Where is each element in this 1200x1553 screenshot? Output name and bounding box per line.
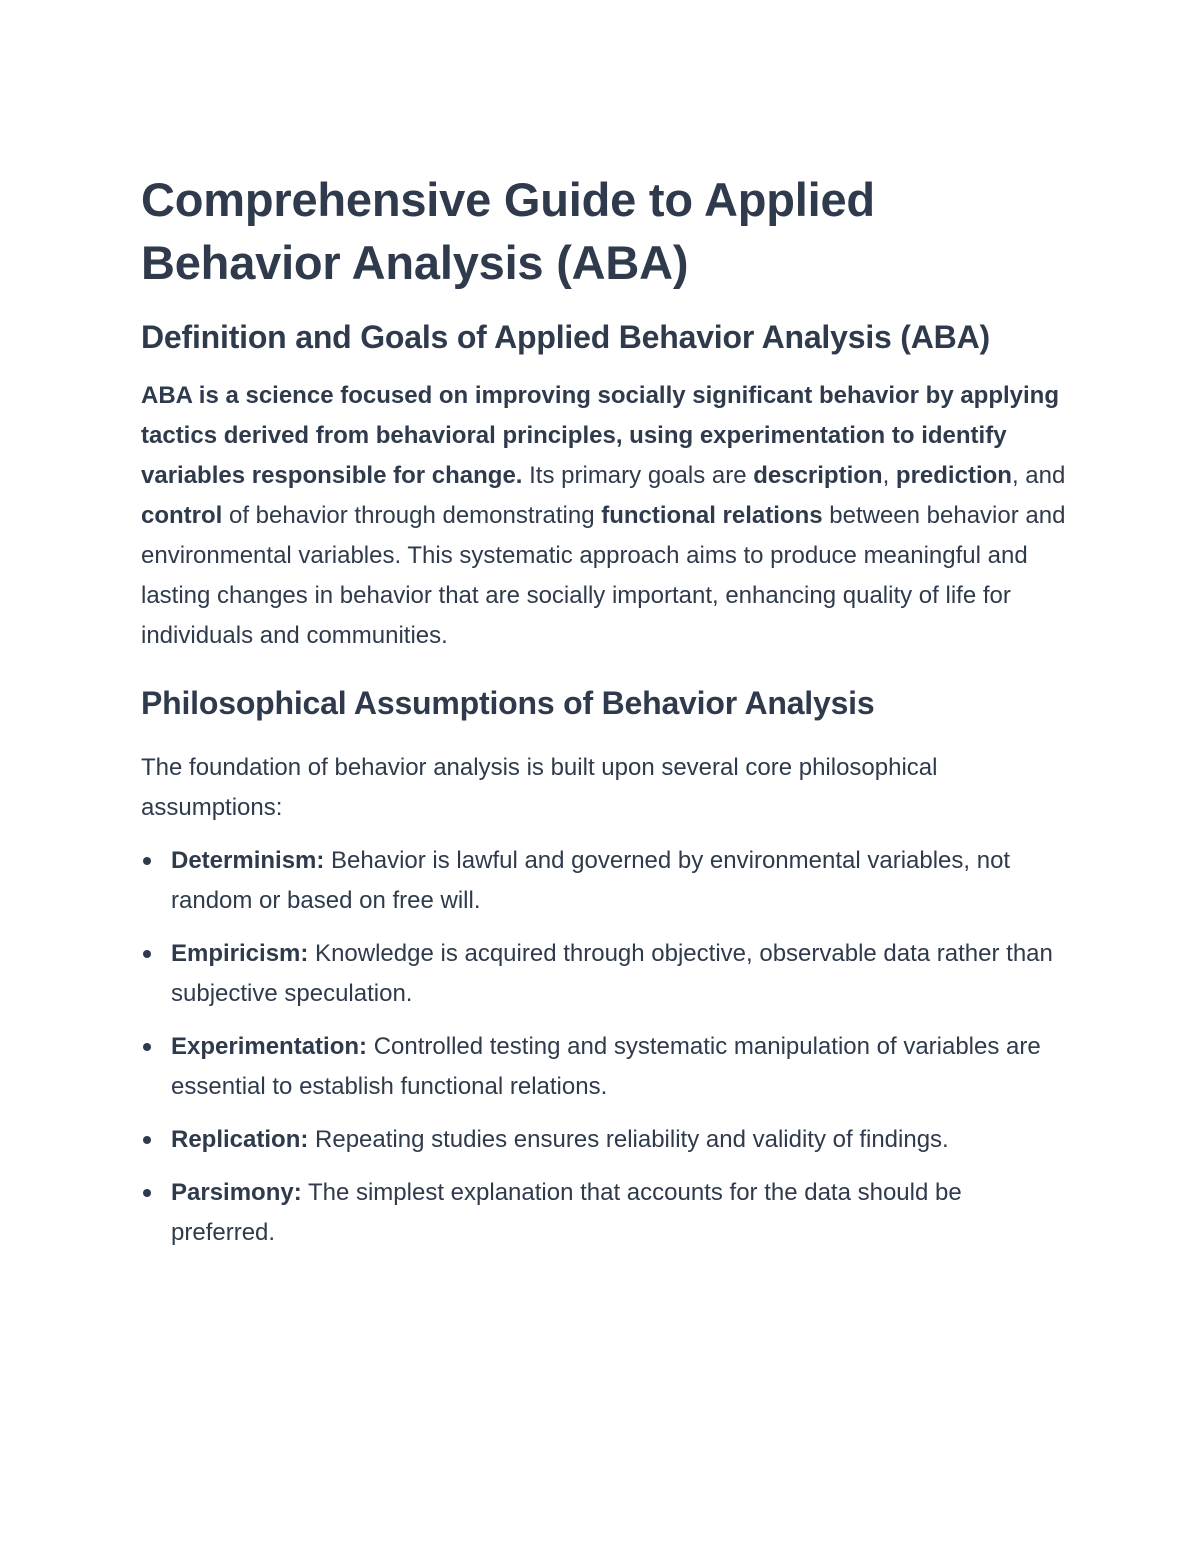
- list-item-text: The simplest explanation that accounts for the data should be preferred.: [171, 1179, 962, 1246]
- list-item: [141, 1173, 1066, 1253]
- list-item: [141, 1027, 1066, 1107]
- definition-paragraph: [141, 376, 1066, 656]
- list-item-text: Repeating studies ensures reliability and validity of findings.: [308, 1126, 949, 1153]
- definition-text: between behavior and environmental variables. This systematic approach aims to produce meaningful and lasting changes in behavior that are socially important, enhancing quality of life for individuals and communities.: [141, 502, 1066, 649]
- list-item-term: Replication:: [171, 1126, 309, 1153]
- document-page: [141, 168, 1066, 1266]
- definition-text: Its primary goals are: [522, 462, 754, 489]
- list-item-term: Empiricism:: [171, 940, 309, 967]
- list-item-term: Determinism:: [171, 847, 325, 874]
- bullet-icon: [143, 1136, 151, 1144]
- list-item-text: Controlled testing and systematic manipulation of variables are essential to establish functional relations.: [171, 1033, 1041, 1100]
- definition-bold-term: functional relations: [601, 502, 823, 529]
- definition-text: , and: [1011, 462, 1066, 489]
- definition-bold-term: prediction: [895, 462, 1012, 489]
- bullet-icon: [143, 1043, 151, 1051]
- list-item: [141, 934, 1066, 1014]
- list-item-text: Knowledge is acquired through objective, observable data rather than subjective speculation.: [171, 940, 1053, 1007]
- definition-text: ,: [882, 462, 896, 489]
- list-item-text: Behavior is lawful and governed by environmental variables, not random or based on free will.: [171, 847, 1011, 914]
- bullet-icon: [143, 857, 151, 865]
- section-heading-philosophical: Philosophical Assumptions of Behavior Analysis: [141, 685, 875, 721]
- bullet-icon: [143, 950, 151, 958]
- definition-bold-term: control: [141, 502, 223, 529]
- definition-bold-lead: ABA is a science focused on improving socially significant behavior by applying tactics derived from behavioral principles, using experimentation to identify variables responsible for change.: [141, 382, 1059, 489]
- list-item-term: Parsimony:: [171, 1179, 302, 1206]
- philosophical-intro: The foundation of behavior analysis is built upon several core philosophical assumptions:: [141, 754, 938, 821]
- bullet-icon: [143, 1189, 151, 1197]
- assumptions-list: [141, 841, 1066, 1253]
- definition-text: of behavior through demonstrating: [222, 502, 602, 529]
- section-heading-definition: Definition and Goals of Applied Behavior Analysis (ABA): [141, 319, 990, 355]
- list-item-term: Experimentation:: [171, 1033, 368, 1060]
- document-title: Comprehensive Guide to Applied Behavior Analysis (ABA): [141, 173, 875, 289]
- definition-bold-term: description: [753, 462, 883, 489]
- list-item: [141, 841, 1066, 921]
- list-item: [141, 1120, 1066, 1160]
